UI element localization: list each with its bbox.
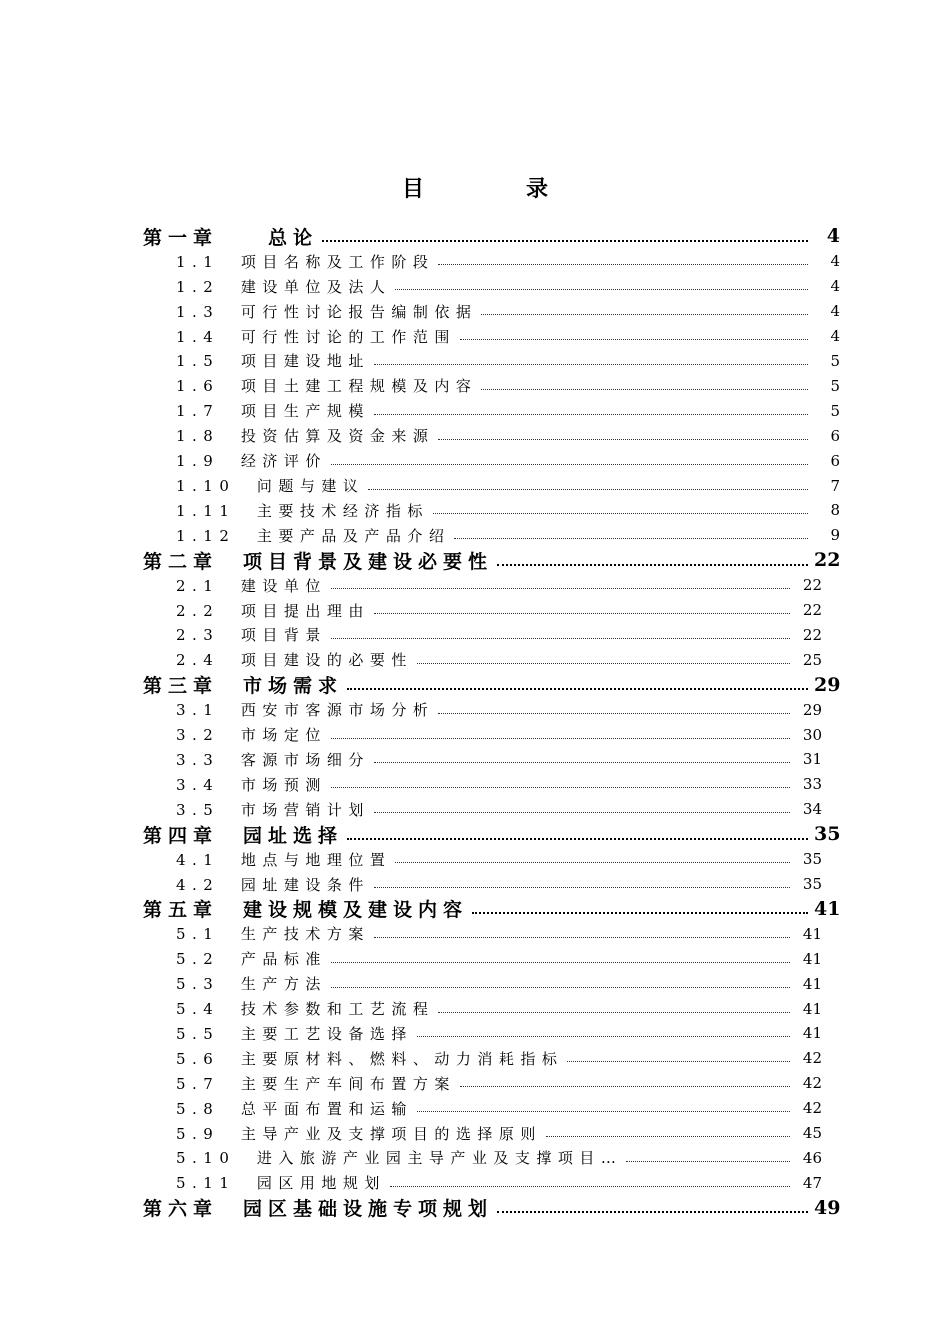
toc-page-number: 5 xyxy=(830,351,840,370)
toc-section-entry[interactable] xyxy=(143,1071,840,1096)
toc-entry-label: 5.6 主要原材料、燃料、动力消耗指标 xyxy=(176,1049,564,1068)
dot-leader xyxy=(368,489,808,490)
toc-section-entry[interactable] xyxy=(143,772,840,797)
toc-entry-label: 第四章 园址选择 xyxy=(143,824,344,847)
toc-page-number: 25 xyxy=(802,650,822,669)
toc-entry-label: 5.7 主要生产车间布置方案 xyxy=(176,1074,456,1093)
toc-section-entry[interactable] xyxy=(143,872,840,897)
toc-section-entry[interactable] xyxy=(143,274,840,299)
toc-entry-label: 5.2 产品标准 xyxy=(176,950,327,969)
dot-leader xyxy=(454,538,808,539)
toc-entry-label: 1.5 项目建设地址 xyxy=(176,352,370,371)
toc-entry-label: 5.3 生产方法 xyxy=(176,975,327,994)
toc-entry-label: 第五章 建设规模及建设内容 xyxy=(143,899,469,922)
toc-entry-label: 5.4 技术参数和工艺流程 xyxy=(176,1000,435,1019)
toc-entry-label: 5.8 总平面布置和运输 xyxy=(176,1099,413,1118)
toc-section-entry[interactable] xyxy=(143,747,840,772)
toc-section-entry[interactable] xyxy=(143,722,840,747)
toc-page-number: 46 xyxy=(802,1148,822,1167)
toc-section-entry[interactable] xyxy=(143,847,840,872)
dot-leader xyxy=(438,439,808,440)
toc-page-number: 41 xyxy=(802,949,822,968)
toc-page-number: 35 xyxy=(814,823,841,846)
toc-section-entry[interactable] xyxy=(143,647,840,672)
dot-leader xyxy=(395,862,790,863)
dot-leader xyxy=(374,364,808,365)
toc-section-entry[interactable] xyxy=(143,349,840,374)
dot-leader xyxy=(395,289,808,290)
toc-chapter-entry[interactable] xyxy=(143,896,840,921)
toc-page-number: 22 xyxy=(802,576,822,595)
toc-chapter-entry[interactable] xyxy=(143,822,840,847)
toc-entry-label: 1.4 可行性讨论的工作范围 xyxy=(176,327,456,346)
toc-entry-label: 3.2 市场定位 xyxy=(176,726,327,745)
toc-section-entry[interactable] xyxy=(143,523,840,548)
toc-page-number: 29 xyxy=(802,700,822,719)
dot-leader xyxy=(481,389,808,390)
toc-chapter-entry[interactable] xyxy=(143,672,840,697)
toc-page-number: 42 xyxy=(802,1074,822,1093)
toc-page-number: 33 xyxy=(802,775,822,794)
toc-page-number: 22 xyxy=(802,601,822,620)
dot-leader xyxy=(497,564,808,566)
toc-entry-label: 5.5 主要工艺设备选择 xyxy=(176,1024,413,1043)
toc-section-entry[interactable] xyxy=(143,473,840,498)
toc-page-number: 35 xyxy=(802,850,822,869)
toc-page-number: 6 xyxy=(830,451,840,470)
toc-entry-label: 1.11 主要技术经济指标 xyxy=(176,501,429,520)
toc-entry-label: 1.2 建设单位及法人 xyxy=(176,277,392,296)
dot-leader xyxy=(546,1136,790,1137)
dot-leader xyxy=(374,613,790,614)
dot-leader xyxy=(460,339,808,340)
toc-page-number: 42 xyxy=(802,1049,822,1068)
toc-page-number: 47 xyxy=(802,1173,822,1192)
toc-section-entry[interactable] xyxy=(143,946,840,971)
toc-page-number: 5 xyxy=(830,376,840,395)
toc-section-entry[interactable] xyxy=(143,448,840,473)
toc-page-number: 22 xyxy=(802,625,822,644)
toc-page-number: 42 xyxy=(802,1099,822,1118)
toc-entry-label: 1.7 项目生产规模 xyxy=(176,402,370,421)
toc-section-entry[interactable] xyxy=(143,423,840,448)
dot-leader xyxy=(322,240,808,242)
toc-page-number: 29 xyxy=(814,673,841,696)
dot-leader xyxy=(417,663,790,664)
dot-leader xyxy=(331,588,790,589)
toc-entry-label: 第六章 园区基础设施专项规划 xyxy=(143,1198,494,1221)
toc-chapter-entry[interactable] xyxy=(143,548,840,573)
dot-leader xyxy=(626,1161,790,1162)
toc-entry-label: 3.1 西安市客源市场分析 xyxy=(176,701,435,720)
toc-page-number: 41 xyxy=(802,974,822,993)
toc-entry-label: 1.10 问题与建议 xyxy=(176,477,365,496)
dot-leader xyxy=(481,314,808,315)
dot-leader xyxy=(374,414,808,415)
toc-entry-label: 5.10 进入旅游产业园主导产业及支撑项目… xyxy=(176,1149,623,1168)
dot-leader xyxy=(374,887,790,888)
dot-leader xyxy=(347,838,808,840)
toc-page-number: 4 xyxy=(830,302,840,321)
toc-section-entry[interactable] xyxy=(143,249,840,274)
toc-page-number: 34 xyxy=(802,800,822,819)
toc-entry-label: 第一章 总论 xyxy=(143,226,319,249)
dot-leader xyxy=(438,264,808,265)
toc-entry-label: 第三章 市场需求 xyxy=(143,675,344,698)
dot-leader xyxy=(331,787,790,788)
dot-leader xyxy=(567,1061,790,1062)
dot-leader xyxy=(438,713,790,714)
toc-page-number: 31 xyxy=(802,750,822,769)
dot-leader xyxy=(331,638,790,639)
dot-leader xyxy=(331,738,790,739)
toc-page-number: 4 xyxy=(830,277,840,296)
dot-leader xyxy=(390,1186,790,1187)
toc-section-entry[interactable] xyxy=(143,996,840,1021)
dot-leader xyxy=(438,1012,790,1013)
toc-page-number: 5 xyxy=(830,401,840,420)
toc-section-entry[interactable] xyxy=(143,1096,840,1121)
toc-page-number: 7 xyxy=(830,476,840,495)
toc-page-number: 49 xyxy=(814,1196,841,1219)
toc-entry-label: 2.1 建设单位 xyxy=(176,576,327,595)
toc-page-number: 41 xyxy=(802,1024,822,1043)
dot-leader xyxy=(460,1086,790,1087)
toc-entry-label: 2.3 项目背景 xyxy=(176,626,327,645)
toc-page-number: 4 xyxy=(826,225,840,248)
toc-section-entry[interactable] xyxy=(143,324,840,349)
toc-page-number: 9 xyxy=(830,526,840,545)
toc-entry-label: 5.9 主导产业及支撑项目的选择原则 xyxy=(176,1124,542,1143)
dot-leader xyxy=(417,1111,790,1112)
toc-page-number: 41 xyxy=(814,897,841,920)
toc-section-entry[interactable] xyxy=(143,1046,840,1071)
toc-section-entry[interactable] xyxy=(143,697,840,722)
toc-entry-label: 4.2 园址建设条件 xyxy=(176,875,370,894)
toc-page-number: 30 xyxy=(802,725,822,744)
dot-leader xyxy=(374,937,790,938)
toc-section-entry[interactable] xyxy=(143,1170,840,1195)
toc-page-number: 4 xyxy=(830,252,840,271)
toc-entry-label: 1.1 项目名称及工作阶段 xyxy=(176,252,435,271)
dot-leader xyxy=(331,464,808,465)
toc-section-entry[interactable] xyxy=(143,373,840,398)
toc-page-number: 35 xyxy=(802,875,822,894)
toc-entry-label: 4.1 地点与地理位置 xyxy=(176,850,392,869)
toc-section-entry[interactable] xyxy=(143,921,840,946)
toc-section-entry[interactable] xyxy=(143,598,840,623)
toc-page-number: 8 xyxy=(830,501,840,520)
toc-entry-label: 1.12 主要产品及产品介绍 xyxy=(176,526,451,545)
toc-entry-label: 3.4 市场预测 xyxy=(176,775,327,794)
dot-leader xyxy=(347,688,808,690)
toc-section-entry[interactable] xyxy=(143,398,840,423)
toc-entry-label: 3.3 客源市场细分 xyxy=(176,750,370,769)
toc-section-entry[interactable] xyxy=(143,498,840,523)
dot-leader xyxy=(497,1211,808,1213)
toc-entry-label: 3.5 市场营销计划 xyxy=(176,800,370,819)
dot-leader xyxy=(417,1036,790,1037)
toc-entry-label: 2.2 项目提出理由 xyxy=(176,601,370,620)
toc-entry-label: 5.11 园区用地规划 xyxy=(176,1174,386,1193)
toc-page-number: 45 xyxy=(802,1124,822,1143)
toc-page-number: 6 xyxy=(830,426,840,445)
toc-section-entry[interactable] xyxy=(143,623,840,648)
dot-leader xyxy=(472,912,808,914)
table-of-contents xyxy=(143,224,840,1220)
toc-entry-label: 1.3 可行性讨论报告编制依据 xyxy=(176,302,478,321)
toc-title: 目 录 xyxy=(401,176,588,202)
toc-section-entry[interactable] xyxy=(143,1021,840,1046)
toc-section-entry[interactable] xyxy=(143,573,840,598)
toc-section-entry[interactable] xyxy=(143,1121,840,1146)
toc-page-number: 22 xyxy=(814,549,841,572)
toc-chapter-entry[interactable] xyxy=(143,224,840,249)
toc-section-entry[interactable] xyxy=(143,1146,840,1171)
toc-chapter-entry[interactable] xyxy=(143,1195,840,1220)
toc-entry-label: 5.1 生产技术方案 xyxy=(176,925,370,944)
dot-leader xyxy=(374,762,790,763)
toc-entry-label: 第二章 项目背景及建设必要性 xyxy=(143,550,494,573)
dot-leader xyxy=(331,987,790,988)
dot-leader xyxy=(433,513,808,514)
toc-entry-label: 1.9 经济评价 xyxy=(176,452,327,471)
toc-entry-label: 1.6 项目土建工程规模及内容 xyxy=(176,377,478,396)
toc-section-entry[interactable] xyxy=(143,299,840,324)
toc-entry-label: 2.4 项目建设的必要性 xyxy=(176,651,413,670)
toc-section-entry[interactable] xyxy=(143,971,840,996)
toc-page-number: 41 xyxy=(802,924,822,943)
dot-leader xyxy=(374,812,790,813)
dot-leader xyxy=(331,962,790,963)
toc-page-number: 4 xyxy=(830,327,840,346)
toc-section-entry[interactable] xyxy=(143,797,840,822)
toc-entry-label: 1.8 投资估算及资金来源 xyxy=(176,427,435,446)
toc-page-number: 41 xyxy=(802,999,822,1018)
